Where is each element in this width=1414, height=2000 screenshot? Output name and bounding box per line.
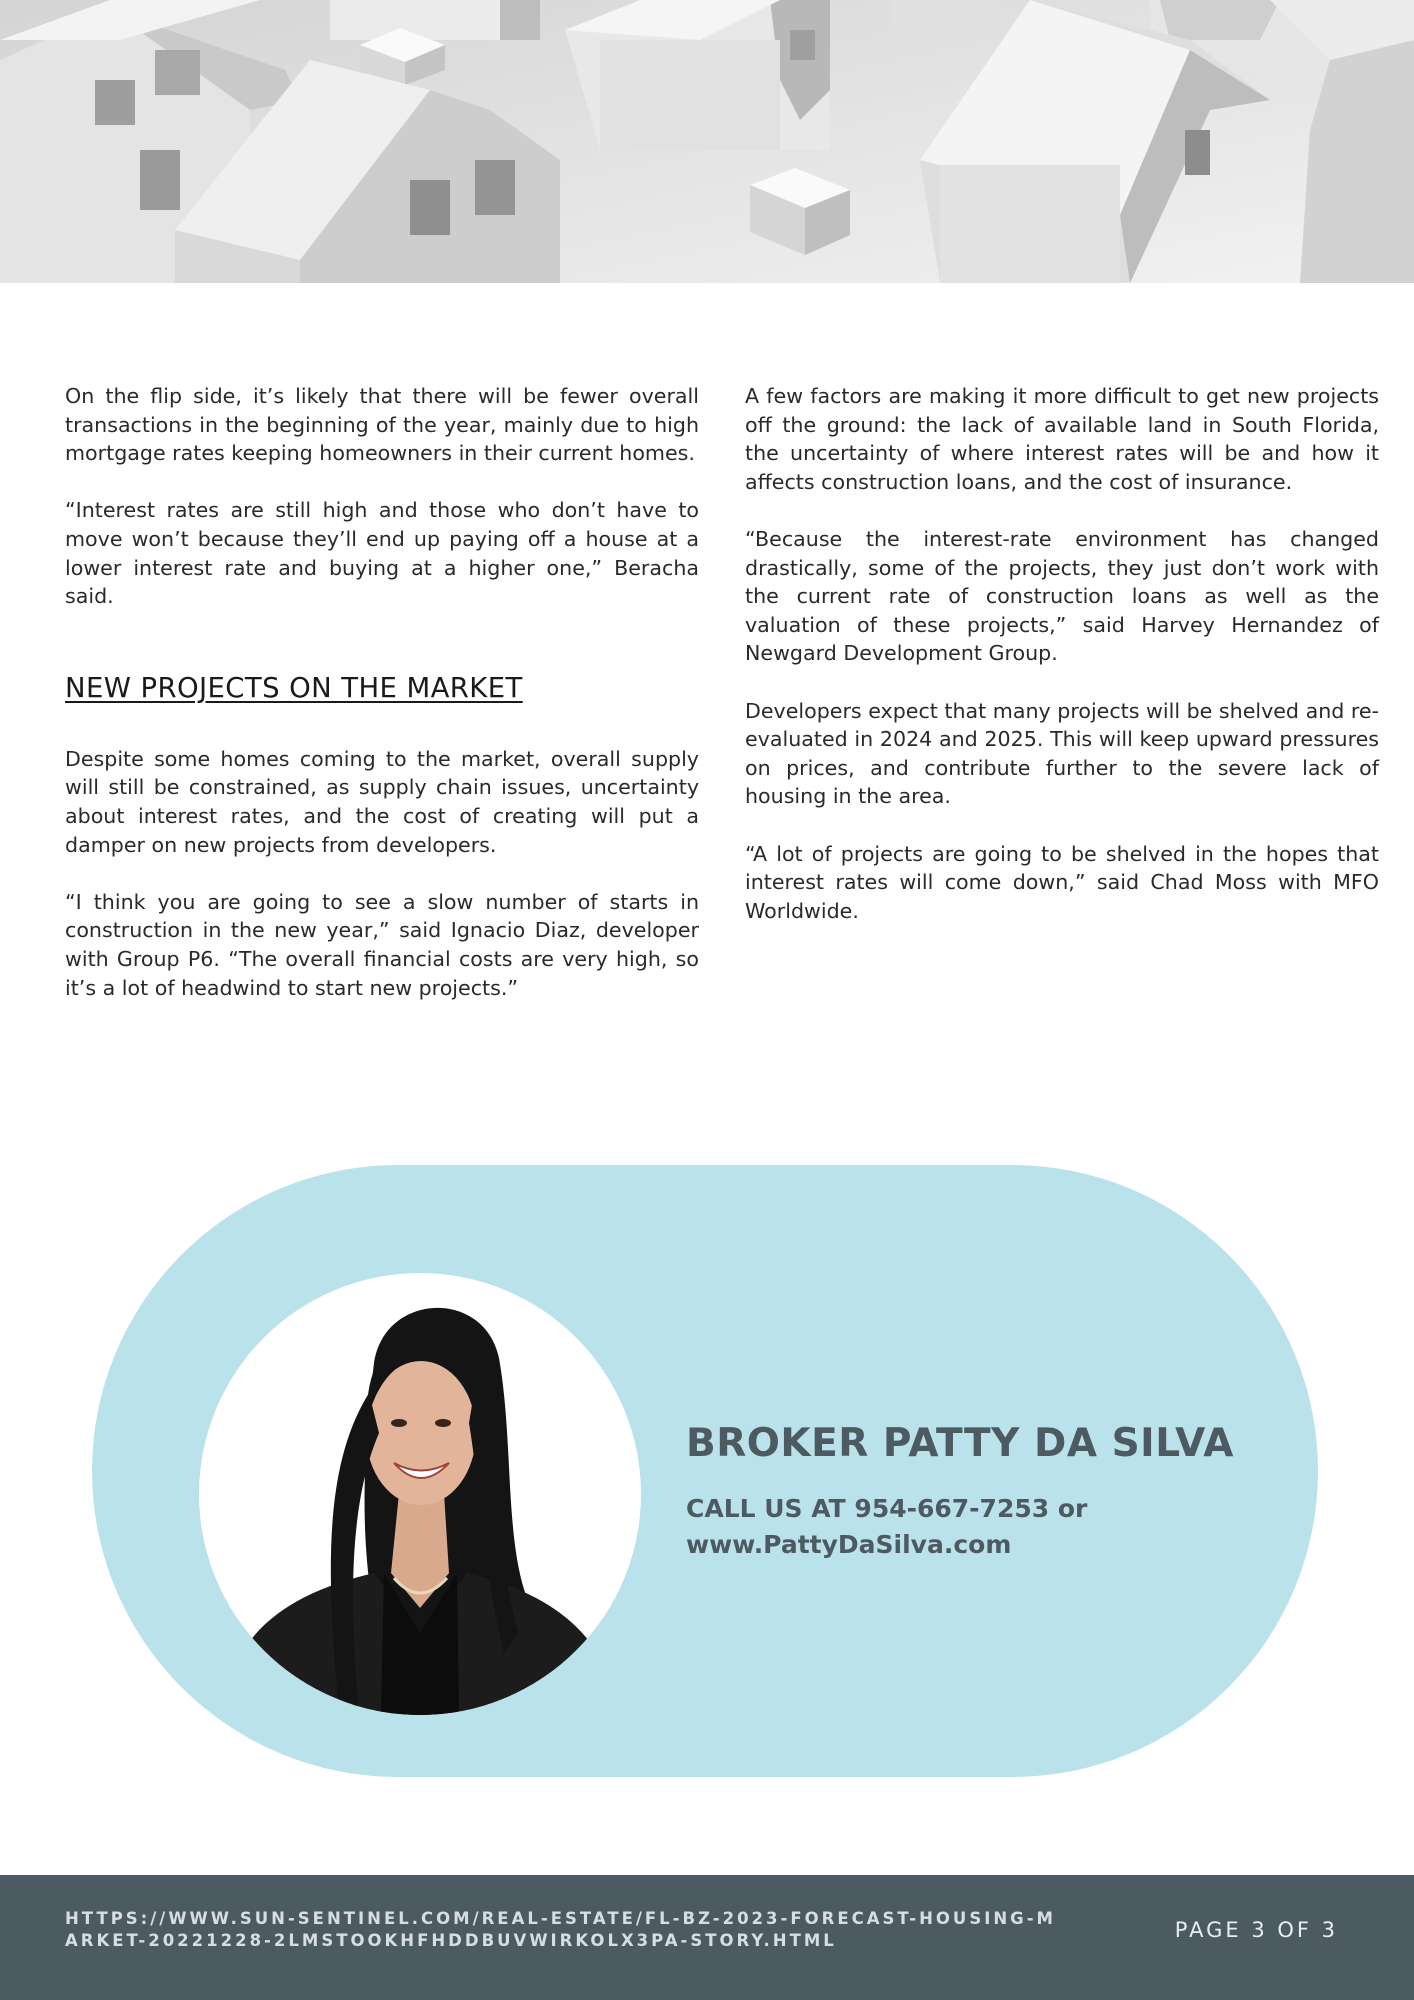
broker-portrait [199,1273,641,1715]
left-paragraph-4: “I think you are going to see a slow number of starts in construction in the new year,” said Ignacio Diaz, developer with Group P6. “The overall financial costs are very high, so it’s a lot of headwind to start new projects.” [65,889,699,1000]
left-paragraph-1: On the flip side, it’s likely that there will be fewer overall transactions in the beginning of the year, mainly due to high mortgage rates keeping homeowners in their current homes. [65,384,699,466]
right-paragraph-4: “A lot of projects are going to be shelved in the hopes that interest rates will come down,” said Chad Moss with MFO Worldwide. [745,841,1379,923]
page-indicator: PAGE 3 OF 3 [1174,1918,1338,1942]
website-link[interactable]: www.PattyDaSilva.com [686,1530,1012,1559]
footer [0,1875,1414,2000]
left-paragraph-3: Despite some homes coming to the market, overall supply will still be constrained, as supply chain issues, uncertainty about interest rates, and the cost of creating will put a damper on new projects from developers. [65,746,699,857]
right-paragraph-3: Developers expect that many projects will be shelved and re-evaluated in 2024 and 2025. This will keep upward pressures on prices, and contribute further to the severe lack of housing in the area. [745,698,1379,809]
call-line: CALL US AT 954-667-7253 or [686,1494,1088,1523]
broker-name: BROKER PATTY DA SILVA [686,1421,1234,1466]
house-back-mid [890,0,1000,30]
left-paragraph-2: “Interest rates are still high and those who don’t have to move won’t because they’ll end up paying off a house at a lower interest rate and buying at a higher one,” Beracha said. [65,498,699,609]
right-paragraph-2: “Because the interest-rate environment has changed drastically, some of the projects, they just don’t work with the current rate of construction loans as well as the valuation of these projects,” said Harvey Hernandez of Newgard Development Group. [745,526,1379,666]
house-back-left [330,0,540,40]
right-paragraph-1: A few factors are making it more difficult to get new projects off the ground: the lack of available land in South Florida, the uncertainty of where interest rates will be and how it affects construction loans, and the cost of insurance. [745,384,1379,494]
hero-houses-image [0,0,1414,283]
source-url-link[interactable]: HTTPS://WWW.SUN-SENTINEL.COM/REAL-ESTATE/FL-BZ-2023-FORECAST-HOUSING-MARKET-20221228-2LMSTOOKHFHDDBUVWIRKOLX3PA-STORY.HTML [65,1909,1056,1950]
right-column [745,382,1379,954]
left-column [65,382,699,1031]
house-center-back [565,0,830,150]
section-heading: NEW PROJECTS ON THE MARKET [65,671,523,704]
